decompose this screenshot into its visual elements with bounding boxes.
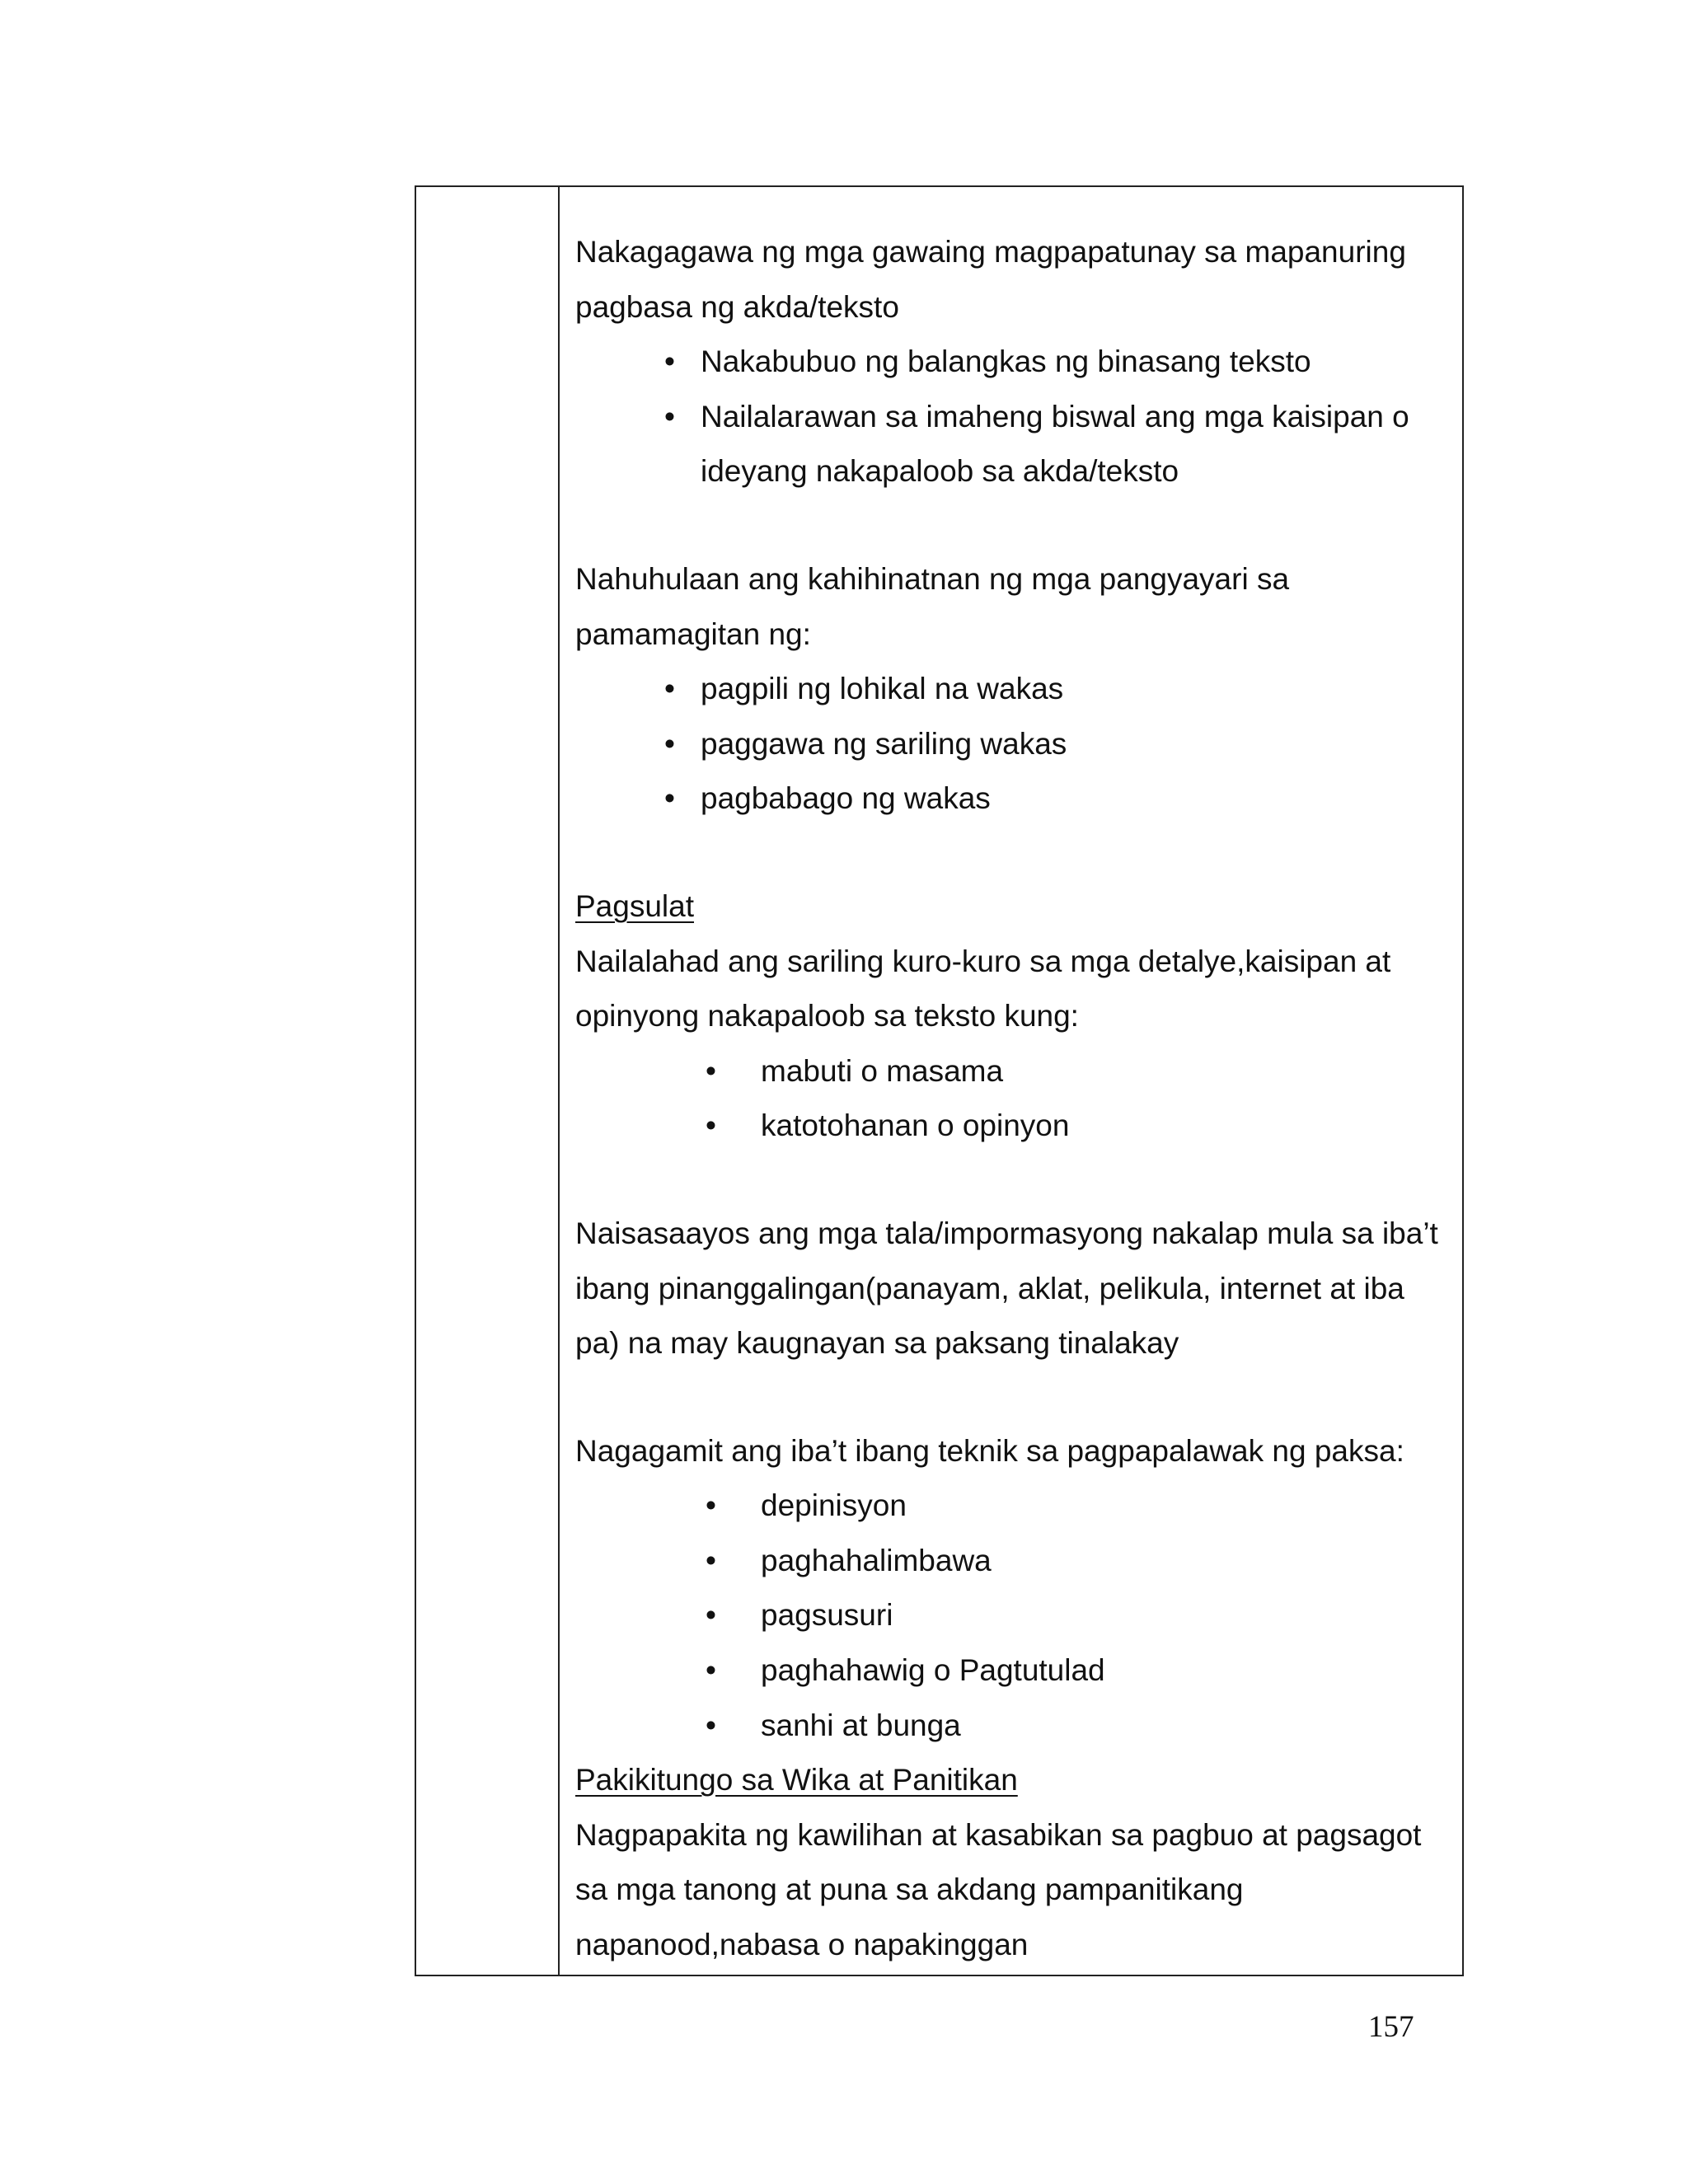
list-item: • pagsusuri	[575, 1588, 1457, 1643]
list-item-continuation: ideyang nakapaloob sa akda/teksto	[701, 454, 1179, 489]
list-item: • Nakabubuo ng balangkas ng binasang teksto	[575, 335, 1457, 390]
table-right-cell	[575, 225, 1457, 1973]
text-line: ibang pinanggalingan(panayam, aklat, pelikula, internet at iba	[575, 1271, 1404, 1305]
text-line: pa) na may kaugnayan sa paksang tinalakay	[575, 1326, 1179, 1361]
list-item: • Nailalarawan sa imaheng biswal ang mga kaisipan o	[575, 390, 1457, 445]
page-number: 157	[1368, 2010, 1414, 2044]
curriculum-table	[415, 185, 1464, 1976]
section-heading: Pakikitungo sa Wika at Panitikan	[575, 1763, 1018, 1797]
list-item: • mabuti o masama	[575, 1044, 1457, 1099]
text-line: Naisasaayos ang mga tala/impormasyong nakalap mula sa iba’t	[575, 1216, 1438, 1250]
bullet-icon: •	[706, 1488, 716, 1523]
text-line: Nahuhulaan ang kahihinatnan ng mga pangyayari sa	[575, 561, 1290, 596]
list-item: • paghahalimbawa	[575, 1534, 1457, 1589]
list-item: • pagpili ng lohikal na wakas	[575, 662, 1457, 717]
list-item: • paggawa ng sariling wakas	[575, 717, 1457, 772]
text-line: opinyong nakapaloob sa teksto kung:	[575, 999, 1079, 1033]
list-item: • paghahawig o Pagtutulad	[575, 1643, 1457, 1699]
section-pagsulat	[575, 879, 1457, 1154]
list-item: • sanhi at bunga	[575, 1699, 1457, 1754]
text-line: Nagagamit ang iba’t ibang teknik sa pagpapalawak ng paksa:	[575, 1433, 1404, 1468]
section-heading: Pagsulat	[575, 888, 694, 923]
competency-critical-reading	[575, 225, 1457, 499]
text-line: pamamagitan ng:	[575, 616, 811, 651]
bullet-icon: •	[664, 781, 675, 816]
bullet-icon: •	[706, 1108, 716, 1143]
text-line: napanood,nabasa o napakinggan	[575, 1928, 1029, 1962]
table-left-cell	[416, 187, 558, 1975]
bullet-icon: •	[664, 344, 675, 379]
competency-expansion-techniques	[575, 1424, 1457, 1754]
text-line: pagbasa ng akda/teksto	[575, 289, 899, 324]
bullet-icon: •	[706, 1543, 716, 1577]
list-item: • katotohanan o opinyon	[575, 1099, 1457, 1154]
competency-predicting-outcomes	[575, 552, 1457, 827]
bullet-icon: •	[706, 1053, 716, 1088]
competency-organizing-information	[575, 1207, 1457, 1371]
bullet-icon: •	[706, 1598, 716, 1633]
bullet-list	[575, 1044, 1457, 1154]
bullet-list	[575, 335, 1457, 499]
text-line: sa mga tanong at puna sa akdang pampanitikang	[575, 1872, 1244, 1907]
list-item: • pagbabago ng wakas	[575, 771, 1457, 827]
section-language-literature	[575, 1753, 1457, 1972]
text-line: Nakagagawa ng mga gawaing magpapatunay sa mapanuring	[575, 235, 1406, 269]
bullet-icon: •	[706, 1653, 716, 1688]
bullet-icon: •	[664, 399, 675, 434]
bullet-icon: •	[664, 672, 675, 706]
bullet-icon: •	[664, 726, 675, 761]
bullet-list	[575, 1479, 1457, 1753]
bullet-list	[575, 662, 1457, 827]
list-item: • depinisyon	[575, 1479, 1457, 1534]
text-line: Nagpapakita ng kawilihan at kasabikan sa pagbuo at pagsagot	[575, 1817, 1422, 1852]
bullet-icon: •	[706, 1708, 716, 1742]
text-line: Nailalahad ang sariling kuro-kuro sa mga detalye,kaisipan at	[575, 944, 1391, 978]
column-divider	[558, 187, 560, 1975]
